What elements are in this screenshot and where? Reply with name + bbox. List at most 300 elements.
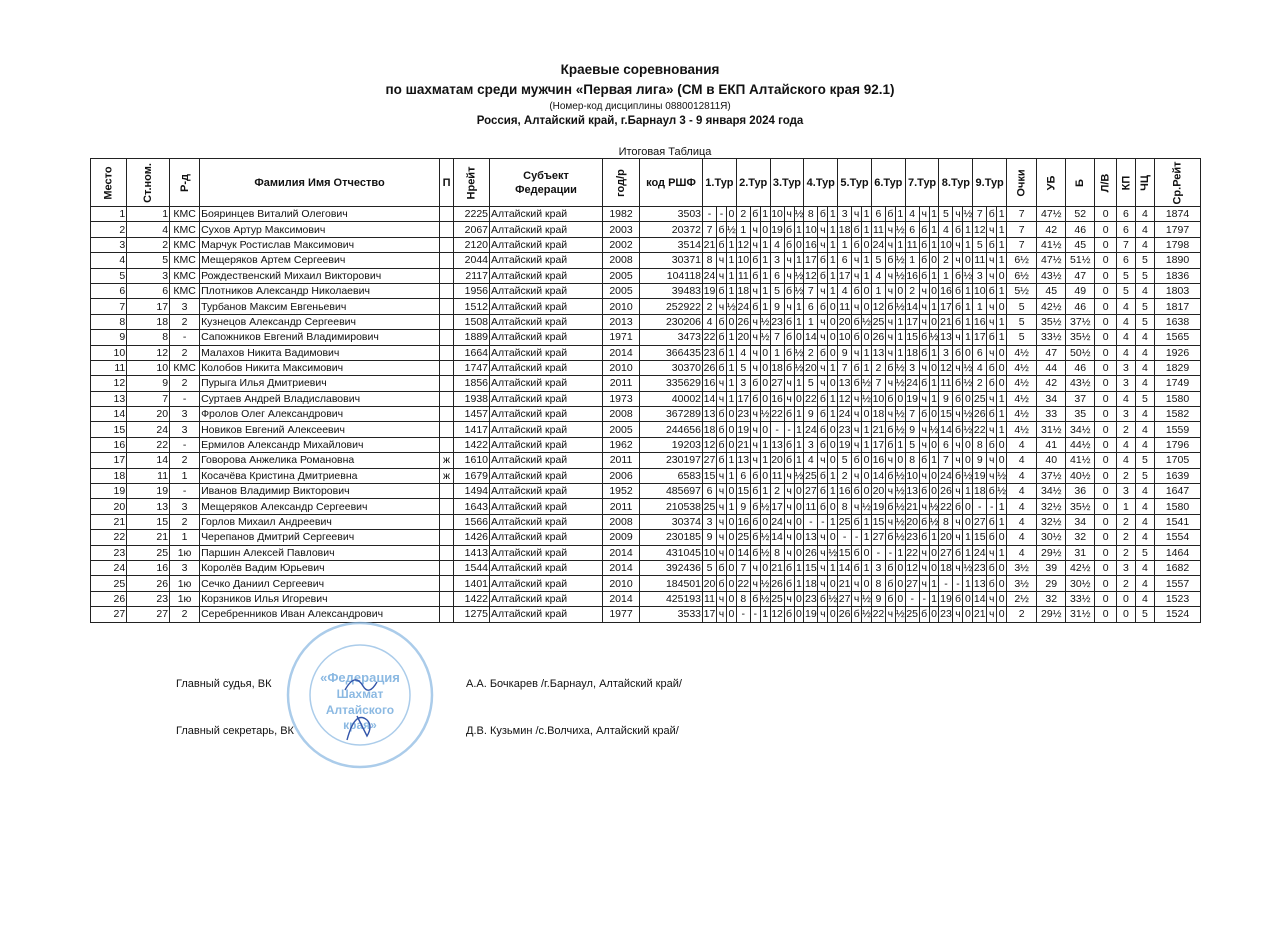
avg-rating-cell: 1874 (1154, 207, 1200, 222)
round-color-cell: б (786, 562, 793, 575)
col-round-6: 6.Тур (871, 159, 905, 207)
code-cell: 335629 (640, 376, 703, 391)
rank-cell: КМС (170, 268, 200, 283)
avg-rating-cell: 1639 (1154, 468, 1200, 483)
round-result-cell: ½ (929, 516, 939, 528)
round-opponent-cell: 11 (805, 500, 817, 513)
round-opponent-cell: 2 (838, 468, 852, 483)
avg-rating-cell: 1705 (1154, 453, 1200, 468)
round-color-cell: б (718, 223, 725, 236)
round-result-cell: 0 (931, 362, 937, 375)
round-color-cell: б (988, 562, 995, 575)
round-color-cell: б (921, 485, 928, 498)
round-result-cell: 1 (728, 254, 735, 267)
code-cell: 431045 (640, 545, 703, 560)
round-opponent-cell: 3 (973, 268, 987, 283)
chc-cell: 5 (1135, 253, 1154, 268)
round-opponent-cell: 1 (770, 345, 784, 360)
round-color-cell: ч (953, 207, 963, 222)
round-color-cell: ч (953, 453, 963, 468)
kp-cell: 3 (1116, 376, 1135, 391)
round-color-cell: б (988, 531, 995, 544)
round-result-cell: 0 (728, 485, 735, 498)
col-region: Субъект Федерации (490, 159, 603, 207)
table-row (91, 545, 1201, 560)
avg-rating-cell: 1580 (1154, 391, 1200, 406)
round-result-cell: ½ (895, 300, 905, 313)
round-result-cell: 0 (964, 608, 971, 621)
start-no-cell: 15 (127, 514, 170, 529)
region-cell: Алтайский край (490, 407, 603, 422)
avg-rating-cell: 1926 (1154, 345, 1200, 360)
ub-cell: 32½ (1037, 514, 1066, 529)
round-result-cell: 1 (964, 546, 971, 559)
round-result-cell: 1 (796, 254, 802, 267)
region-cell: Алтайский край (490, 499, 603, 514)
round-result-cell: 1 (998, 423, 1005, 436)
year-cell: 2014 (603, 345, 640, 360)
rating-cell: 1512 (454, 299, 490, 314)
col-round-4: 4.Тур (804, 159, 838, 207)
name-cell: Иванов Владимир Викторович (200, 484, 440, 499)
round-opponent-cell: - (973, 499, 987, 514)
table-row (91, 268, 1201, 283)
place-cell: 13 (91, 391, 127, 406)
round-result-cell: ½ (862, 392, 871, 405)
round-color-cell: ч (953, 560, 963, 575)
round-result-cell: 0 (728, 439, 735, 452)
round-opponent-cell: 6 (905, 222, 919, 237)
kp-cell: 4 (1116, 314, 1135, 329)
rating-cell: 1679 (454, 468, 490, 483)
round-color-cell: б (921, 223, 928, 236)
round-color-cell: б (921, 608, 928, 621)
name-cell: Корзников Илья Игоревич (200, 591, 440, 606)
year-cell: 2010 (603, 299, 640, 314)
round-result-cell: 0 (964, 516, 971, 528)
round-opponent-cell: 13 (973, 577, 986, 590)
kp-cell: 6 (1116, 207, 1135, 222)
round-color-cell: б (887, 577, 894, 590)
kp-cell: 1 (1116, 499, 1135, 514)
round-color-cell: ч (919, 360, 929, 375)
round-opponent-cell: 3 (703, 514, 717, 529)
region-cell: Алтайский край (490, 437, 603, 452)
round-color-cell: б (718, 454, 725, 467)
region-cell: Алтайский край (490, 545, 603, 560)
round-opponent-cell: 23 (703, 346, 716, 359)
place-cell: 4 (91, 253, 127, 268)
name-cell: Бояринцев Виталий Олегович (200, 207, 440, 222)
start-no-cell: 13 (127, 499, 170, 514)
ub-cell: 40 (1037, 453, 1066, 468)
round-opponent-cell: 13 (906, 485, 919, 498)
start-no-cell: 24 (127, 422, 170, 437)
round-color-cell: б (819, 392, 826, 405)
round-result-cell: 0 (796, 392, 802, 405)
col-round-5: 5.Тур (838, 159, 872, 207)
round-color-cell: ч (818, 607, 828, 622)
code-cell: 30374 (640, 514, 703, 529)
b-cell: 34½ (1066, 422, 1095, 437)
place-cell: 18 (91, 468, 127, 483)
round-opponent-cell: 18 (906, 346, 919, 359)
rating-cell: 1956 (454, 283, 490, 298)
chc-cell: 4 (1135, 376, 1154, 391)
round-opponent-cell: 17 (771, 500, 783, 513)
start-no-cell: 6 (127, 283, 170, 298)
round-result-cell: 1 (998, 331, 1005, 344)
ub-cell: 44 (1037, 360, 1066, 375)
round-color-cell: ч (750, 314, 760, 329)
round-result-cell: ½ (895, 500, 905, 513)
round-opponent-cell: 2 (939, 253, 953, 268)
round-result-cell: ½ (963, 377, 973, 390)
round-color-cell: б (887, 423, 894, 436)
col-round-1: 1.Тур (703, 159, 737, 207)
round-result-cell: 1 (728, 454, 735, 467)
round-result-cell: ½ (760, 315, 770, 328)
round-result-cell: 1 (931, 377, 937, 390)
round-color-cell: б (819, 269, 826, 282)
round-opponent-cell: 16 (805, 238, 817, 251)
round-opponent-cell: - (838, 530, 852, 545)
round-opponent-cell: 10 (872, 392, 885, 405)
round-result-cell: 0 (897, 592, 904, 605)
round-opponent-cell: 12 (703, 439, 716, 452)
rating-cell: 2117 (454, 268, 490, 283)
round-opponent-cell: 26 (703, 362, 716, 375)
round-color-cell: б (954, 285, 961, 298)
points-cell: 4 (1007, 453, 1037, 468)
round-opponent-cell: 11 (906, 238, 918, 251)
round-color-cell: ч (987, 607, 997, 622)
round-result-cell: 1 (796, 315, 802, 328)
name-cell: Говорова Анжелика Романовна (200, 453, 440, 468)
round-result-cell: 1 (796, 223, 802, 236)
region-cell: Алтайский край (490, 391, 603, 406)
round-result-cell: ½ (727, 300, 736, 313)
region-cell: Алтайский край (490, 207, 603, 222)
col-year: год/р (603, 159, 640, 207)
round-result-cell: 1 (829, 223, 836, 236)
round-opponent-cell: 20 (805, 362, 817, 375)
round-color-cell: б (853, 315, 860, 328)
round-color-cell: б (853, 546, 860, 559)
avg-rating-cell: 1523 (1154, 591, 1200, 606)
round-color-cell: ч (919, 468, 929, 483)
round-opponent-cell: 16 (838, 485, 851, 498)
round-opponent-cell: 7 (804, 283, 818, 298)
sex-cell (440, 283, 454, 298)
round-opponent-cell: 22 (703, 331, 716, 344)
round-opponent-cell: 24 (973, 546, 986, 559)
round-color-cell: б (752, 592, 759, 605)
round-color-cell: ч (852, 391, 862, 406)
round-color-cell: ч (987, 253, 997, 268)
round-result-cell: 1 (931, 300, 937, 313)
round-opponent-cell: 11 (974, 254, 986, 267)
round-result-cell: 1 (863, 562, 870, 575)
sex-cell (440, 530, 454, 545)
round-result-cell: ½ (895, 362, 905, 375)
lv-cell: 0 (1095, 530, 1117, 545)
rating-cell: 1494 (454, 484, 490, 499)
round-result-cell: 1 (762, 269, 769, 282)
chc-cell: 4 (1135, 560, 1154, 575)
round-result-cell: 1 (728, 500, 735, 513)
round-result-cell: 0 (931, 546, 937, 559)
round-opponent-cell: 3 (871, 560, 885, 575)
b-cell: 32 (1066, 530, 1095, 545)
points-cell: 2 (1007, 607, 1037, 622)
chc-cell: 5 (1135, 268, 1154, 283)
name-cell: Суртаев Андрей Владиславович (200, 391, 440, 406)
round-opponent-cell: 24 (906, 377, 919, 390)
round-color-cell: - (953, 576, 963, 591)
table-row (91, 407, 1201, 422)
round-opponent-cell: 26 (940, 485, 952, 498)
kp-cell: 4 (1116, 453, 1135, 468)
round-color-cell: ч (717, 299, 727, 314)
round-result-cell: 0 (762, 223, 769, 236)
place-cell: 9 (91, 330, 127, 345)
round-color-cell: ч (818, 576, 828, 591)
b-cell: 44½ (1066, 437, 1095, 452)
round-opponent-cell: 15 (737, 485, 750, 498)
rank-cell: 2 (170, 314, 200, 329)
round-result-cell: 0 (762, 377, 769, 390)
round-color-cell: ч (919, 576, 929, 591)
region-cell: Алтайский край (490, 268, 603, 283)
col-round-8: 8.Тур (939, 159, 973, 207)
ub-cell: 30½ (1037, 530, 1066, 545)
avg-rating-cell: 1524 (1154, 607, 1200, 622)
lv-cell: 0 (1095, 314, 1117, 329)
round-opponent-cell: 7 (838, 360, 852, 375)
rank-cell: 3 (170, 560, 200, 575)
round-color-cell: - (885, 545, 895, 560)
secretary-role: Главный секретарь, ВК (176, 725, 294, 737)
rating-cell: 1938 (454, 391, 490, 406)
round-result-cell: 1 (931, 346, 937, 359)
rank-cell: - (170, 330, 200, 345)
lv-cell: 0 (1095, 407, 1117, 422)
round-result-cell: 1 (829, 208, 836, 221)
round-opponent-cell: 4 (703, 314, 717, 329)
code-cell: 366435 (640, 345, 703, 360)
round-color-cell: б (887, 562, 894, 575)
year-cell: 1971 (603, 330, 640, 345)
round-result-cell: 0 (762, 346, 769, 359)
year-cell: 2010 (603, 360, 640, 375)
round-opponent-cell: 20 (838, 315, 851, 328)
round-opponent-cell: 5 (703, 560, 717, 575)
round-result-cell: 1 (998, 315, 1005, 328)
year-cell: 2014 (603, 591, 640, 606)
region-cell: Алтайский край (490, 530, 603, 545)
round-color-cell: ч (818, 222, 828, 237)
round-opponent-cell: 4 (905, 207, 919, 222)
ub-cell: 34 (1037, 391, 1066, 406)
round-result-cell: 1 (964, 485, 971, 498)
round-opponent-cell: 4 (838, 283, 852, 298)
round-color-cell: ч (852, 422, 862, 437)
round-result-cell: 0 (897, 577, 904, 590)
region-cell: Алтайский край (490, 330, 603, 345)
round-opponent-cell: - (770, 422, 784, 437)
chc-cell: 4 (1135, 360, 1154, 375)
b-cell: 31 (1066, 545, 1095, 560)
start-no-cell: 5 (127, 253, 170, 268)
round-result-cell: 0 (829, 454, 836, 467)
year-cell: 2009 (603, 530, 640, 545)
round-result-cell: 0 (762, 516, 769, 528)
round-opponent-cell: 26 (805, 546, 817, 559)
round-opponent-cell: 6 (973, 345, 987, 360)
round-opponent-cell: 8 (804, 207, 818, 222)
round-opponent-cell: 5 (905, 437, 919, 452)
round-opponent-cell: 23 (906, 531, 919, 544)
points-cell: 3½ (1007, 560, 1037, 575)
round-result-cell: 1 (998, 516, 1005, 528)
round-color-cell: б (887, 362, 894, 375)
round-color-cell: б (954, 346, 961, 359)
points-cell: 4 (1007, 530, 1037, 545)
avg-rating-cell: 1749 (1154, 376, 1200, 391)
kp-cell: 3 (1116, 407, 1135, 422)
lv-cell: 0 (1095, 207, 1117, 222)
kp-cell: 2 (1116, 514, 1135, 529)
start-no-cell: 11 (127, 468, 170, 483)
round-result-cell: 1 (998, 285, 1005, 298)
round-color-cell: б (954, 269, 961, 282)
round-color-cell: ч (852, 437, 862, 452)
round-color-cell: ч (852, 499, 862, 514)
round-result-cell: ½ (963, 469, 973, 482)
round-color-cell: б (819, 254, 826, 267)
round-color-cell: - (852, 530, 862, 545)
year-cell: 2011 (603, 499, 640, 514)
round-opponent-cell: 15 (973, 531, 986, 544)
sex-cell (440, 560, 454, 575)
round-opponent-cell: 14 (838, 562, 851, 575)
round-opponent-cell: 9 (804, 407, 818, 422)
lv-cell: 0 (1095, 545, 1117, 560)
round-result-cell: 0 (829, 315, 836, 328)
kp-cell: 7 (1116, 237, 1135, 252)
sex-cell (440, 514, 454, 529)
chc-cell: 5 (1135, 314, 1154, 329)
round-result-cell: 0 (728, 562, 735, 575)
round-result-cell: ½ (794, 208, 804, 221)
round-color-cell: ч (717, 376, 727, 391)
name-cell: Малахов Никита Вадимович (200, 345, 440, 360)
region-cell: Алтайский край (490, 484, 603, 499)
round-opponent-cell: 16 (703, 377, 716, 390)
lv-cell: 0 (1095, 484, 1117, 499)
lv-cell: 0 (1095, 514, 1117, 529)
round-opponent-cell: 5 (973, 237, 987, 252)
sex-cell (440, 422, 454, 437)
round-result-cell: 1 (796, 423, 802, 436)
round-color-cell: - (750, 607, 760, 622)
round-opponent-cell: 25 (872, 315, 885, 328)
rank-cell: КМС (170, 237, 200, 252)
round-color-cell: - (784, 422, 794, 437)
rank-cell: 1ю (170, 576, 200, 591)
round-color-cell: б (819, 469, 826, 482)
kp-cell: 4 (1116, 391, 1135, 406)
round-result-cell: 1 (863, 439, 870, 452)
round-color-cell: б (819, 500, 826, 513)
round-color-cell: ч (717, 514, 727, 529)
round-result-cell: 0 (863, 469, 870, 482)
kp-cell: 5 (1116, 283, 1135, 298)
round-color-cell: ч (784, 253, 794, 268)
round-color-cell: ч (987, 468, 997, 483)
round-opponent-cell: 5 (939, 207, 953, 222)
sex-cell (440, 545, 454, 560)
federation-stamp (285, 620, 435, 770)
round-result-cell: 0 (863, 331, 870, 344)
ub-cell: 34½ (1037, 484, 1066, 499)
round-result-cell: 0 (931, 485, 937, 498)
round-result-cell: 0 (796, 485, 802, 498)
round-result-cell: 1 (998, 546, 1005, 559)
round-color-cell: б (853, 331, 860, 344)
code-cell: 230197 (640, 453, 703, 468)
round-opponent-cell: 25 (737, 531, 750, 544)
round-color-cell: ч (953, 607, 963, 622)
round-color-cell: б (921, 377, 928, 390)
round-opponent-cell: 4 (871, 268, 885, 283)
round-color-cell: ч (885, 484, 895, 499)
round-result-cell: 0 (998, 592, 1005, 605)
round-color-cell: б (887, 531, 894, 544)
round-opponent-cell: 19 (940, 592, 952, 605)
event-place-date: Россия, Алтайский край, г.Барнаул 3 - 9 января 2024 года (476, 115, 804, 127)
table-row (91, 237, 1201, 252)
points-cell: 6½ (1007, 268, 1037, 283)
round-result-cell: ½ (929, 500, 939, 513)
rank-cell: 2 (170, 607, 200, 622)
round-result-cell: 0 (829, 577, 836, 590)
b-cell: 35 (1066, 407, 1095, 422)
round-color-cell: б (954, 315, 961, 328)
round-color-cell: б (718, 562, 725, 575)
chc-cell: 4 (1135, 591, 1154, 606)
start-no-cell: 23 (127, 591, 170, 606)
round-result-cell: 0 (863, 546, 870, 559)
round-opponent-cell: 17 (940, 300, 952, 313)
round-color-cell: б (819, 592, 826, 605)
round-opponent-cell: 2 (905, 283, 919, 298)
round-opponent-cell: 9 (736, 499, 750, 514)
name-cell: Сечко Даниил Сергеевич (200, 576, 440, 591)
lv-cell: 0 (1095, 268, 1117, 283)
table-row (91, 283, 1201, 298)
sex-cell (440, 407, 454, 422)
round-color-cell: ч (750, 283, 760, 298)
round-color-cell: ч (987, 314, 997, 329)
start-no-cell: 7 (127, 391, 170, 406)
b-cell: 40½ (1066, 468, 1095, 483)
round-result-cell: 0 (728, 546, 735, 559)
round-opponent-cell: - (736, 607, 750, 622)
round-opponent-cell: - (804, 514, 818, 529)
round-opponent-cell: 4 (973, 360, 987, 375)
